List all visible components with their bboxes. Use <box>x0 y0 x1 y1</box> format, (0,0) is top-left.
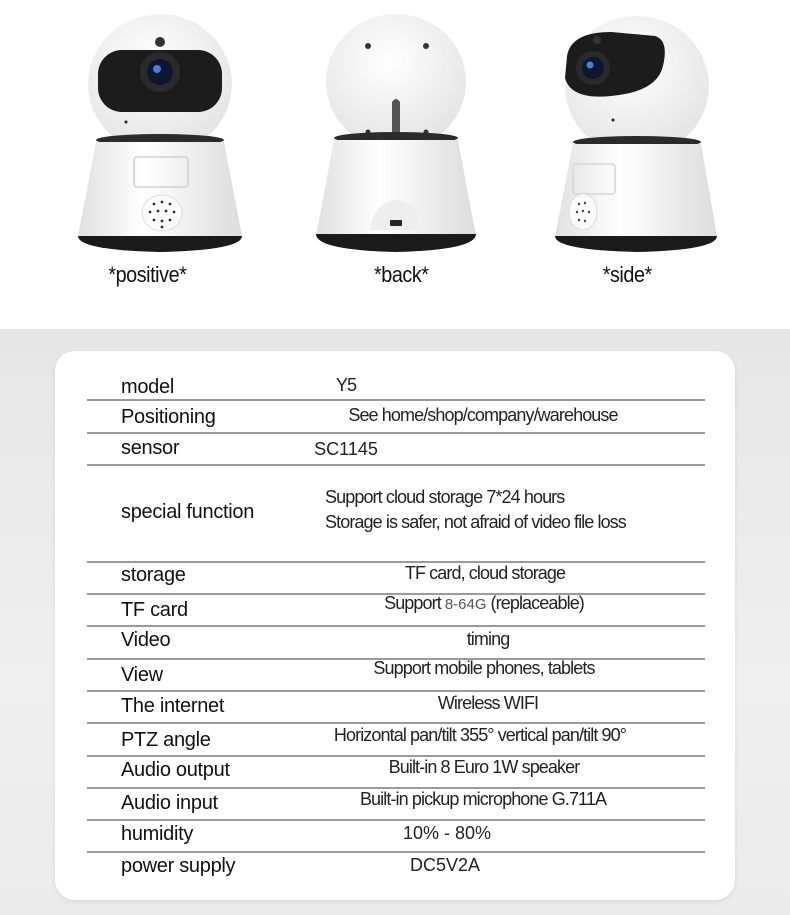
spec-label: The internet <box>121 695 225 717</box>
spec-label: Video <box>121 629 171 651</box>
spec-value-multiline <box>325 485 626 535</box>
spec-label: model <box>121 376 174 398</box>
spec-value-line: Support cloud storage 7*24 hours <box>325 487 565 507</box>
spec-label: View <box>121 664 163 686</box>
spec-value-line: Storage is safer, not afraid of video file loss <box>325 512 626 532</box>
side-view-label: *side* <box>602 262 652 287</box>
camera-front-view-icon <box>76 14 244 256</box>
front-view-label: *positive* <box>108 262 187 287</box>
spec-value: Built-in 8 Euro 1W speaker <box>388 757 580 777</box>
spec-value: SC1145 <box>314 439 378 459</box>
spec-value: Support mobile phones, tablets <box>373 658 595 678</box>
spec-value-part: Support <box>384 593 441 613</box>
spec-value: See home/shop/company/warehouse <box>348 405 618 425</box>
spec-label: special function <box>121 501 255 523</box>
back-view-label: *back* <box>374 262 429 287</box>
spec-value-part: (replaceable) <box>490 593 584 613</box>
spec-value: 10% - 80% <box>402 823 492 843</box>
spec-label: PTZ angle <box>121 729 211 751</box>
spec-label: Audio input <box>121 792 218 814</box>
product-views-panel <box>0 0 790 329</box>
spec-value: Horizontal pan/tilt 355° vertical pan/tilt 90° <box>333 725 627 745</box>
spec-value: timing <box>466 629 510 649</box>
camera-back-view-icon <box>314 14 478 256</box>
camera-side-view-icon <box>551 14 719 256</box>
specs-table <box>55 351 735 900</box>
spec-label: humidity <box>121 823 194 845</box>
spec-value-tf-card <box>284 593 684 614</box>
spec-value: DC5V2A <box>409 855 481 875</box>
spec-label: Positioning <box>121 406 216 428</box>
spec-label: sensor <box>121 437 180 459</box>
spec-label: storage <box>121 564 186 586</box>
spec-label: power supply <box>121 855 236 877</box>
spec-label: TF card <box>121 599 188 621</box>
spec-label: Audio output <box>121 759 230 781</box>
spec-value: TF card, cloud storage <box>404 563 566 583</box>
spec-value: Wireless WIFI <box>437 693 539 713</box>
spec-value: Built-in pickup microphone G.711A <box>359 789 607 809</box>
spec-value: Y5 <box>335 375 357 395</box>
spec-value-part: 8-64G <box>444 596 487 613</box>
